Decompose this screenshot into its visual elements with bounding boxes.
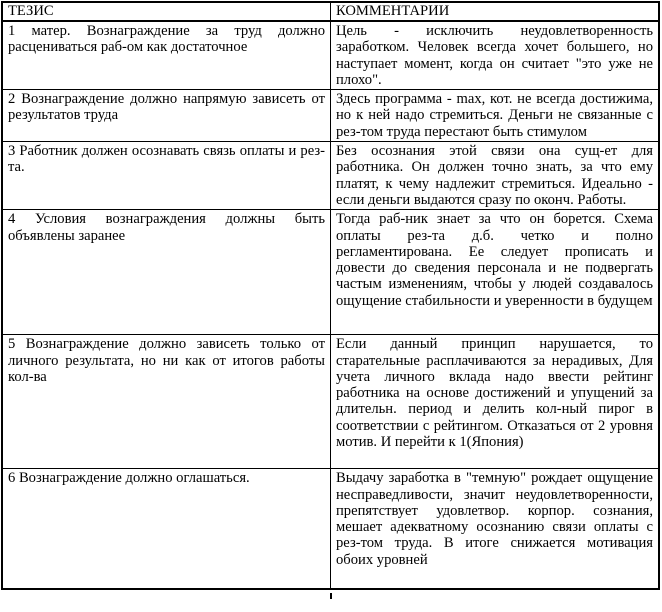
- thesis-comments-table: [1, 1, 660, 590]
- comment-cell: Выдачу заработка в "темную" рождает ощущение несправедливости, значит неудовлетворенности, препятствует удовлетвор. корпор. сознания, мешает адекватному осознанию связи оплаты с рез-том труда. В итоге снижается мотивация обоих уровней: [331, 469, 660, 590]
- header-cell-comments: КОММЕНТАРИИ: [331, 2, 660, 21]
- table-row: [2, 142, 659, 210]
- comment-cell: Здесь программа - max, кот. не всегда достижима, но к ней надо стремиться. Деньги не связанные с рез-том труда перестают быть стимулом: [331, 90, 660, 142]
- table-row: [2, 210, 659, 335]
- comment-cell: Цель - исключить неудовлетворенность заработком. Человек всегда хочет большего, но наступает момент, когда он считает "это уже не плохо".: [331, 21, 660, 90]
- comment-cell: Тогда раб-ник знает за что он борется. Схема оплаты рез-та д.б. четко и полно регламентирована. Ее следует прописать и довести до сведения персонала и не подвергать частым изменениям, чтобы у людей создавалось ощущение стабильности и уверенности в будущем: [331, 210, 660, 335]
- thesis-cell: 2 Вознаграждение должно напрямую зависеть от результатов труда: [2, 90, 331, 142]
- comment-cell: Без осознания этой связи она сущ-ет для работника. Он должен точно знать, за что ему платят, к чему надлежит стремиться. Идеально - если деньги выдаются сразу по оконч. Работы.: [331, 142, 660, 210]
- thesis-cell: 3 Работник должен осознавать связь оплаты и рез-та.: [2, 142, 331, 210]
- column-divider-tail: [330, 593, 332, 599]
- header-row: [2, 2, 659, 21]
- document-page: [0, 1, 662, 612]
- thesis-cell: 5 Вознаграждение должно зависеть только от личного результата, но ни как от итогов работы кол-ва: [2, 335, 331, 469]
- thesis-cell: 4 Условия вознаграждения должны быть объявлены заранее: [2, 210, 331, 335]
- thesis-cell: 6 Вознаграждение должно оглашаться.: [2, 469, 331, 590]
- header-cell-thesis: ТЕЗИС: [2, 2, 331, 21]
- thesis-cell: 1 матер. Вознаграждение за труд должно расцениваться раб-ом как достаточное: [2, 21, 331, 90]
- table-row: [2, 21, 659, 90]
- table-row: [2, 469, 659, 590]
- table-row: [2, 335, 659, 469]
- table-row: [2, 90, 659, 142]
- comment-cell: Если данный принцип нарушается, то старательные расплачиваются за нерадивых, Для учета личного вклада надо ввести рейтинг работника на основе достижений и упущений за длительн. период и делить кол-ный пирог в соответствии с рейтингом. Отказаться от 2 уровня мотив. И перейти к 1(Япония): [331, 335, 660, 469]
